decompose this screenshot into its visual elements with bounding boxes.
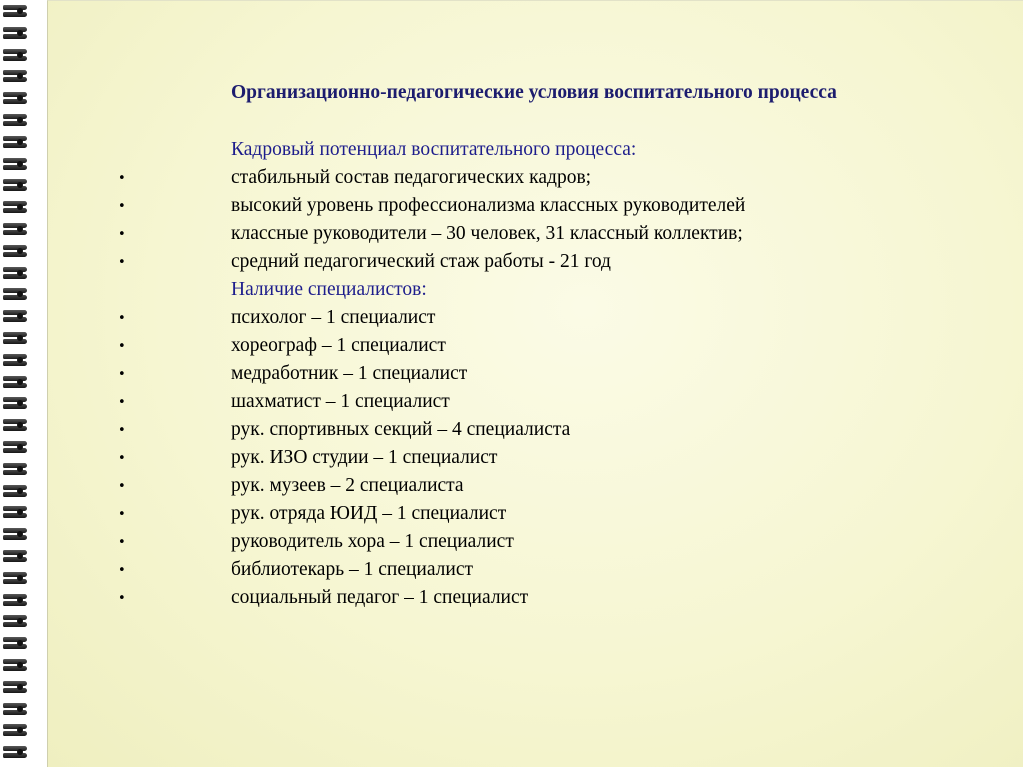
list-item: библиотекарь – 1 специалист — [231, 559, 474, 580]
bullet-icon: • — [118, 339, 126, 354]
list-item: средний педагогический стаж работы - 21 год — [231, 251, 611, 272]
bullet-icon: • — [118, 395, 126, 410]
list-item: стабильный состав педагогических кадров; — [231, 167, 592, 188]
list-item: социальный педагог – 1 специалист — [231, 587, 529, 608]
bullet-icon: • — [118, 451, 126, 466]
bullet-icon: • — [118, 535, 126, 550]
list-item: рук. музеев – 2 специалиста — [231, 475, 464, 496]
list-item: рук. ИЗО студии – 1 специалист — [231, 447, 498, 468]
list-item: хореограф – 1 специалист — [231, 335, 446, 356]
bullet-icon: • — [118, 255, 126, 270]
list-item: психолог – 1 специалист — [231, 307, 436, 328]
bullet-icon: • — [118, 199, 126, 214]
section-heading-specialists: Наличие специалистов: — [231, 279, 427, 300]
section-heading-staff: Кадровый потенциал воспитательного процесса: — [231, 139, 637, 160]
bullet-icon: • — [118, 423, 126, 438]
bullet-icon: • — [118, 227, 126, 242]
bullet-icon: • — [118, 507, 126, 522]
bullet-icon: • — [118, 171, 126, 186]
list-item: рук. отряда ЮИД – 1 специалист — [231, 503, 507, 524]
list-item: шахматист – 1 специалист — [231, 391, 450, 412]
list-item: медработник – 1 специалист — [231, 363, 468, 384]
bullet-icon: • — [118, 563, 126, 578]
list-item: руководитель хора – 1 специалист — [231, 531, 514, 552]
list-item: высокий уровень профессионализма классных руководителей — [231, 195, 746, 216]
bullet-icon: • — [118, 479, 126, 494]
list-item: рук. спортивных секций – 4 специалиста — [231, 419, 571, 440]
bullet-icon: • — [118, 367, 126, 382]
bullet-icon: • — [118, 591, 126, 606]
list-item: классные руководители – 30 человек, 31 классный коллектив; — [231, 223, 743, 244]
bullet-icon: • — [118, 311, 126, 326]
slide-title: Организационно-педагогические условия воспитательного процесса — [231, 82, 837, 103]
